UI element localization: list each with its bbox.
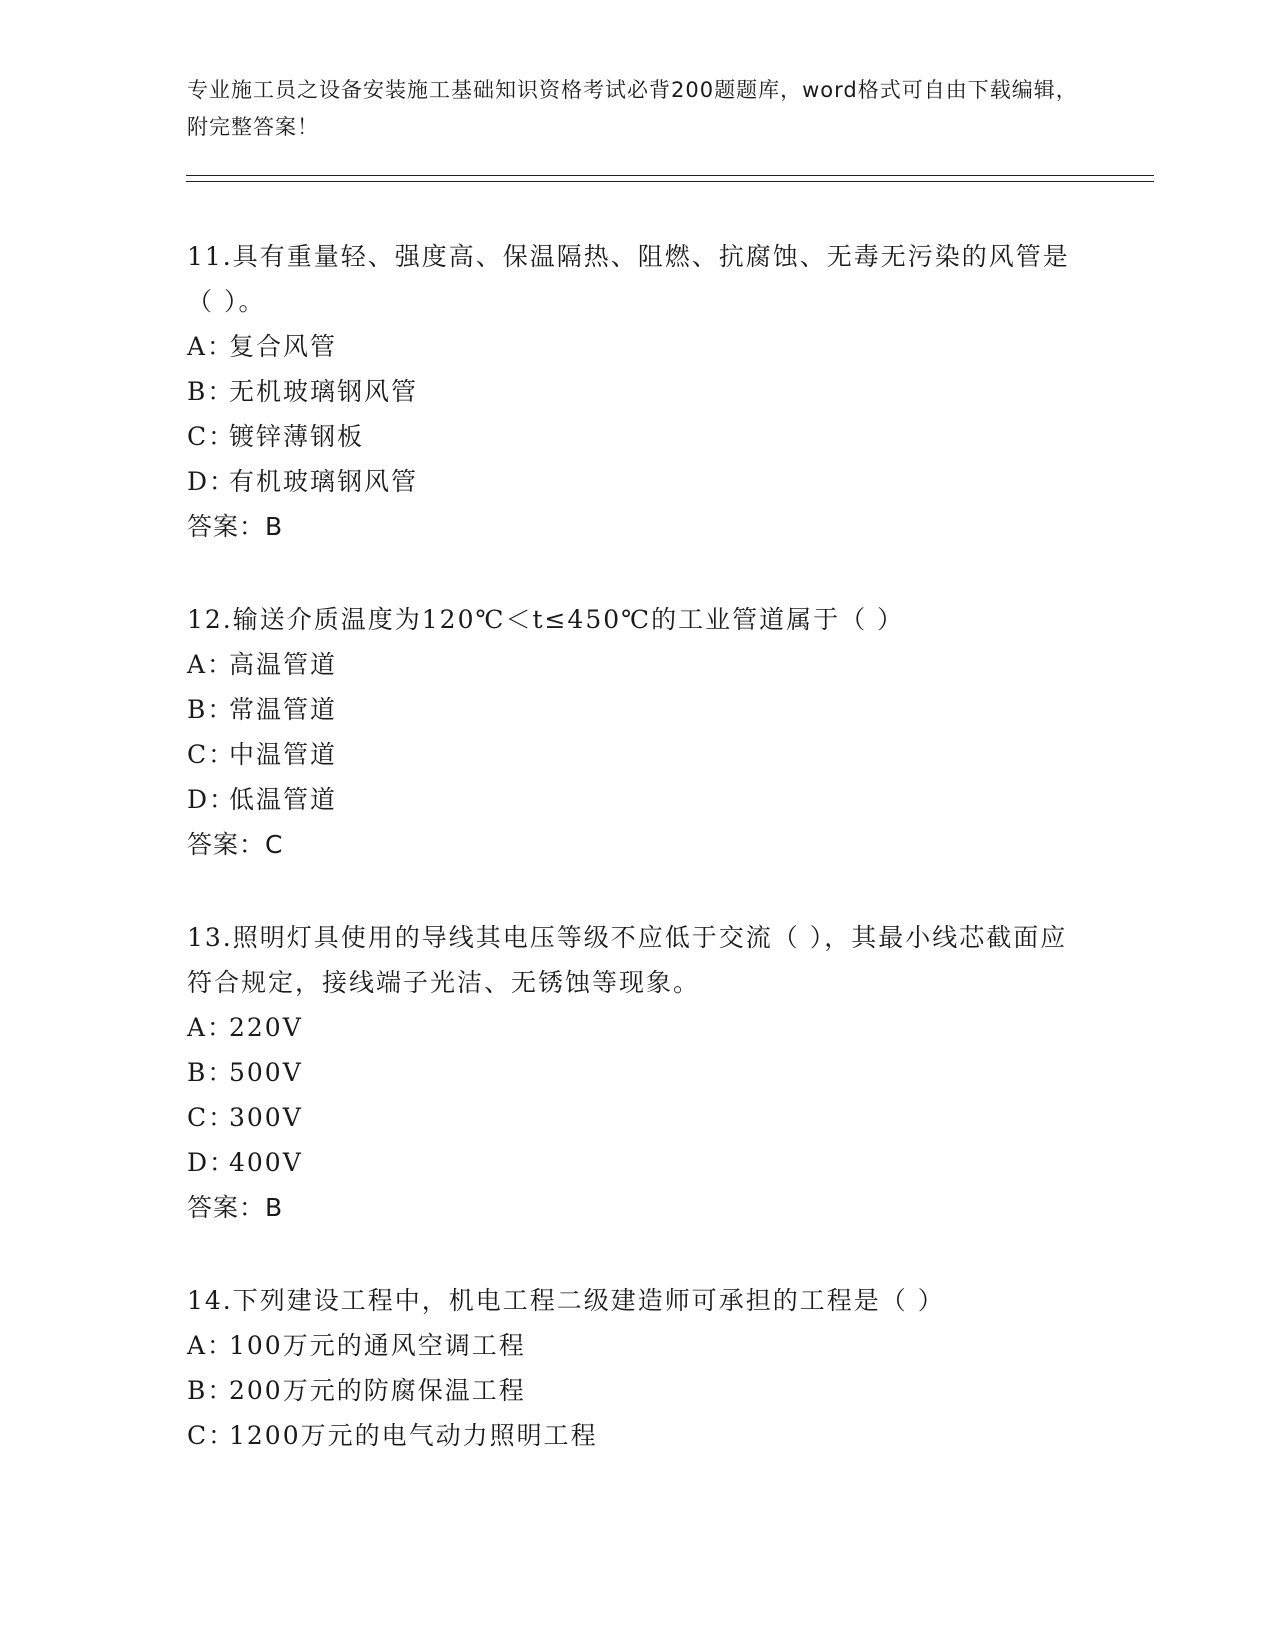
option-c [187,1413,1087,1458]
option-text: 100万元的通风空调工程 [229,1331,526,1360]
option-a [187,1323,1087,1368]
option-b [187,1050,1087,1095]
option-text: 低温管道 [229,785,338,814]
option-text: 200万元的防腐保温工程 [229,1376,526,1405]
option-c [187,1095,1087,1140]
option-text: 220V [229,1013,303,1042]
option-a [187,642,1087,687]
option-text: 高温管道 [229,650,338,679]
option-a [187,1005,1087,1050]
answer-line: 答案：B [187,512,284,541]
question-text: 12.输送介质温度为120℃＜t≤450℃的工业管道属于（ ） [187,605,905,634]
option-b [187,687,1087,732]
option-text: 400V [229,1148,303,1177]
option-key: A： [187,650,235,679]
question-13 [187,915,1087,1231]
option-text: 无机玻璃钢风管 [229,377,419,406]
option-key: B： [187,1058,235,1087]
header-divider-top [186,175,1154,176]
option-text: 镀锌薄钢板 [229,422,365,451]
option-key: A： [187,1013,235,1042]
option-text: 中温管道 [229,740,338,769]
option-key: C： [187,422,236,451]
option-key: A： [187,1331,235,1360]
option-key: D： [187,785,237,814]
option-d [187,777,1087,822]
option-key: D： [187,467,237,496]
option-d [187,1140,1087,1185]
option-key: C： [187,1103,236,1132]
question-text: 14.下列建设工程中，机电工程二级建造师可承担的工程是（ ） [187,1286,945,1315]
option-text: 500V [229,1058,303,1087]
question-11 [187,234,1087,550]
option-text: 有机玻璃钢风管 [229,467,419,496]
option-b [187,1368,1087,1413]
option-key: D： [187,1148,237,1177]
option-text: 复合风管 [229,332,338,361]
header-divider-bottom [186,181,1154,182]
option-text: 300V [229,1103,303,1132]
option-text: 常温管道 [229,695,338,724]
option-key: A： [187,332,235,361]
question-text: 11.具有重量轻、强度高、保温隔热、阻燃、抗腐蚀、无毒无污染的风管是（ ）。 [187,242,1070,316]
document-header: 专业施工员之设备安装施工基础知识资格考试必背200题题库，word格式可自由下载编辑，附完整答案！ [187,78,1078,139]
option-d [187,459,1087,504]
option-key: B： [187,695,235,724]
option-text: 1200万元的电气动力照明工程 [229,1421,598,1450]
option-a [187,324,1087,369]
option-c [187,732,1087,777]
question-12 [187,597,1087,868]
option-c [187,414,1087,459]
option-key: C： [187,1421,236,1450]
option-key: C： [187,740,236,769]
answer-line: 答案：C [187,830,284,859]
option-key: B： [187,1376,235,1405]
answer-line: 答案：B [187,1193,284,1222]
question-14 [187,1278,1087,1458]
question-text: 13.照明灯具使用的导线其电压等级不应低于交流（ ），其最小线芯截面应符合规定，接线端子光洁、无锈蚀等现象。 [187,923,1068,997]
option-key: B： [187,377,235,406]
option-b [187,369,1087,414]
